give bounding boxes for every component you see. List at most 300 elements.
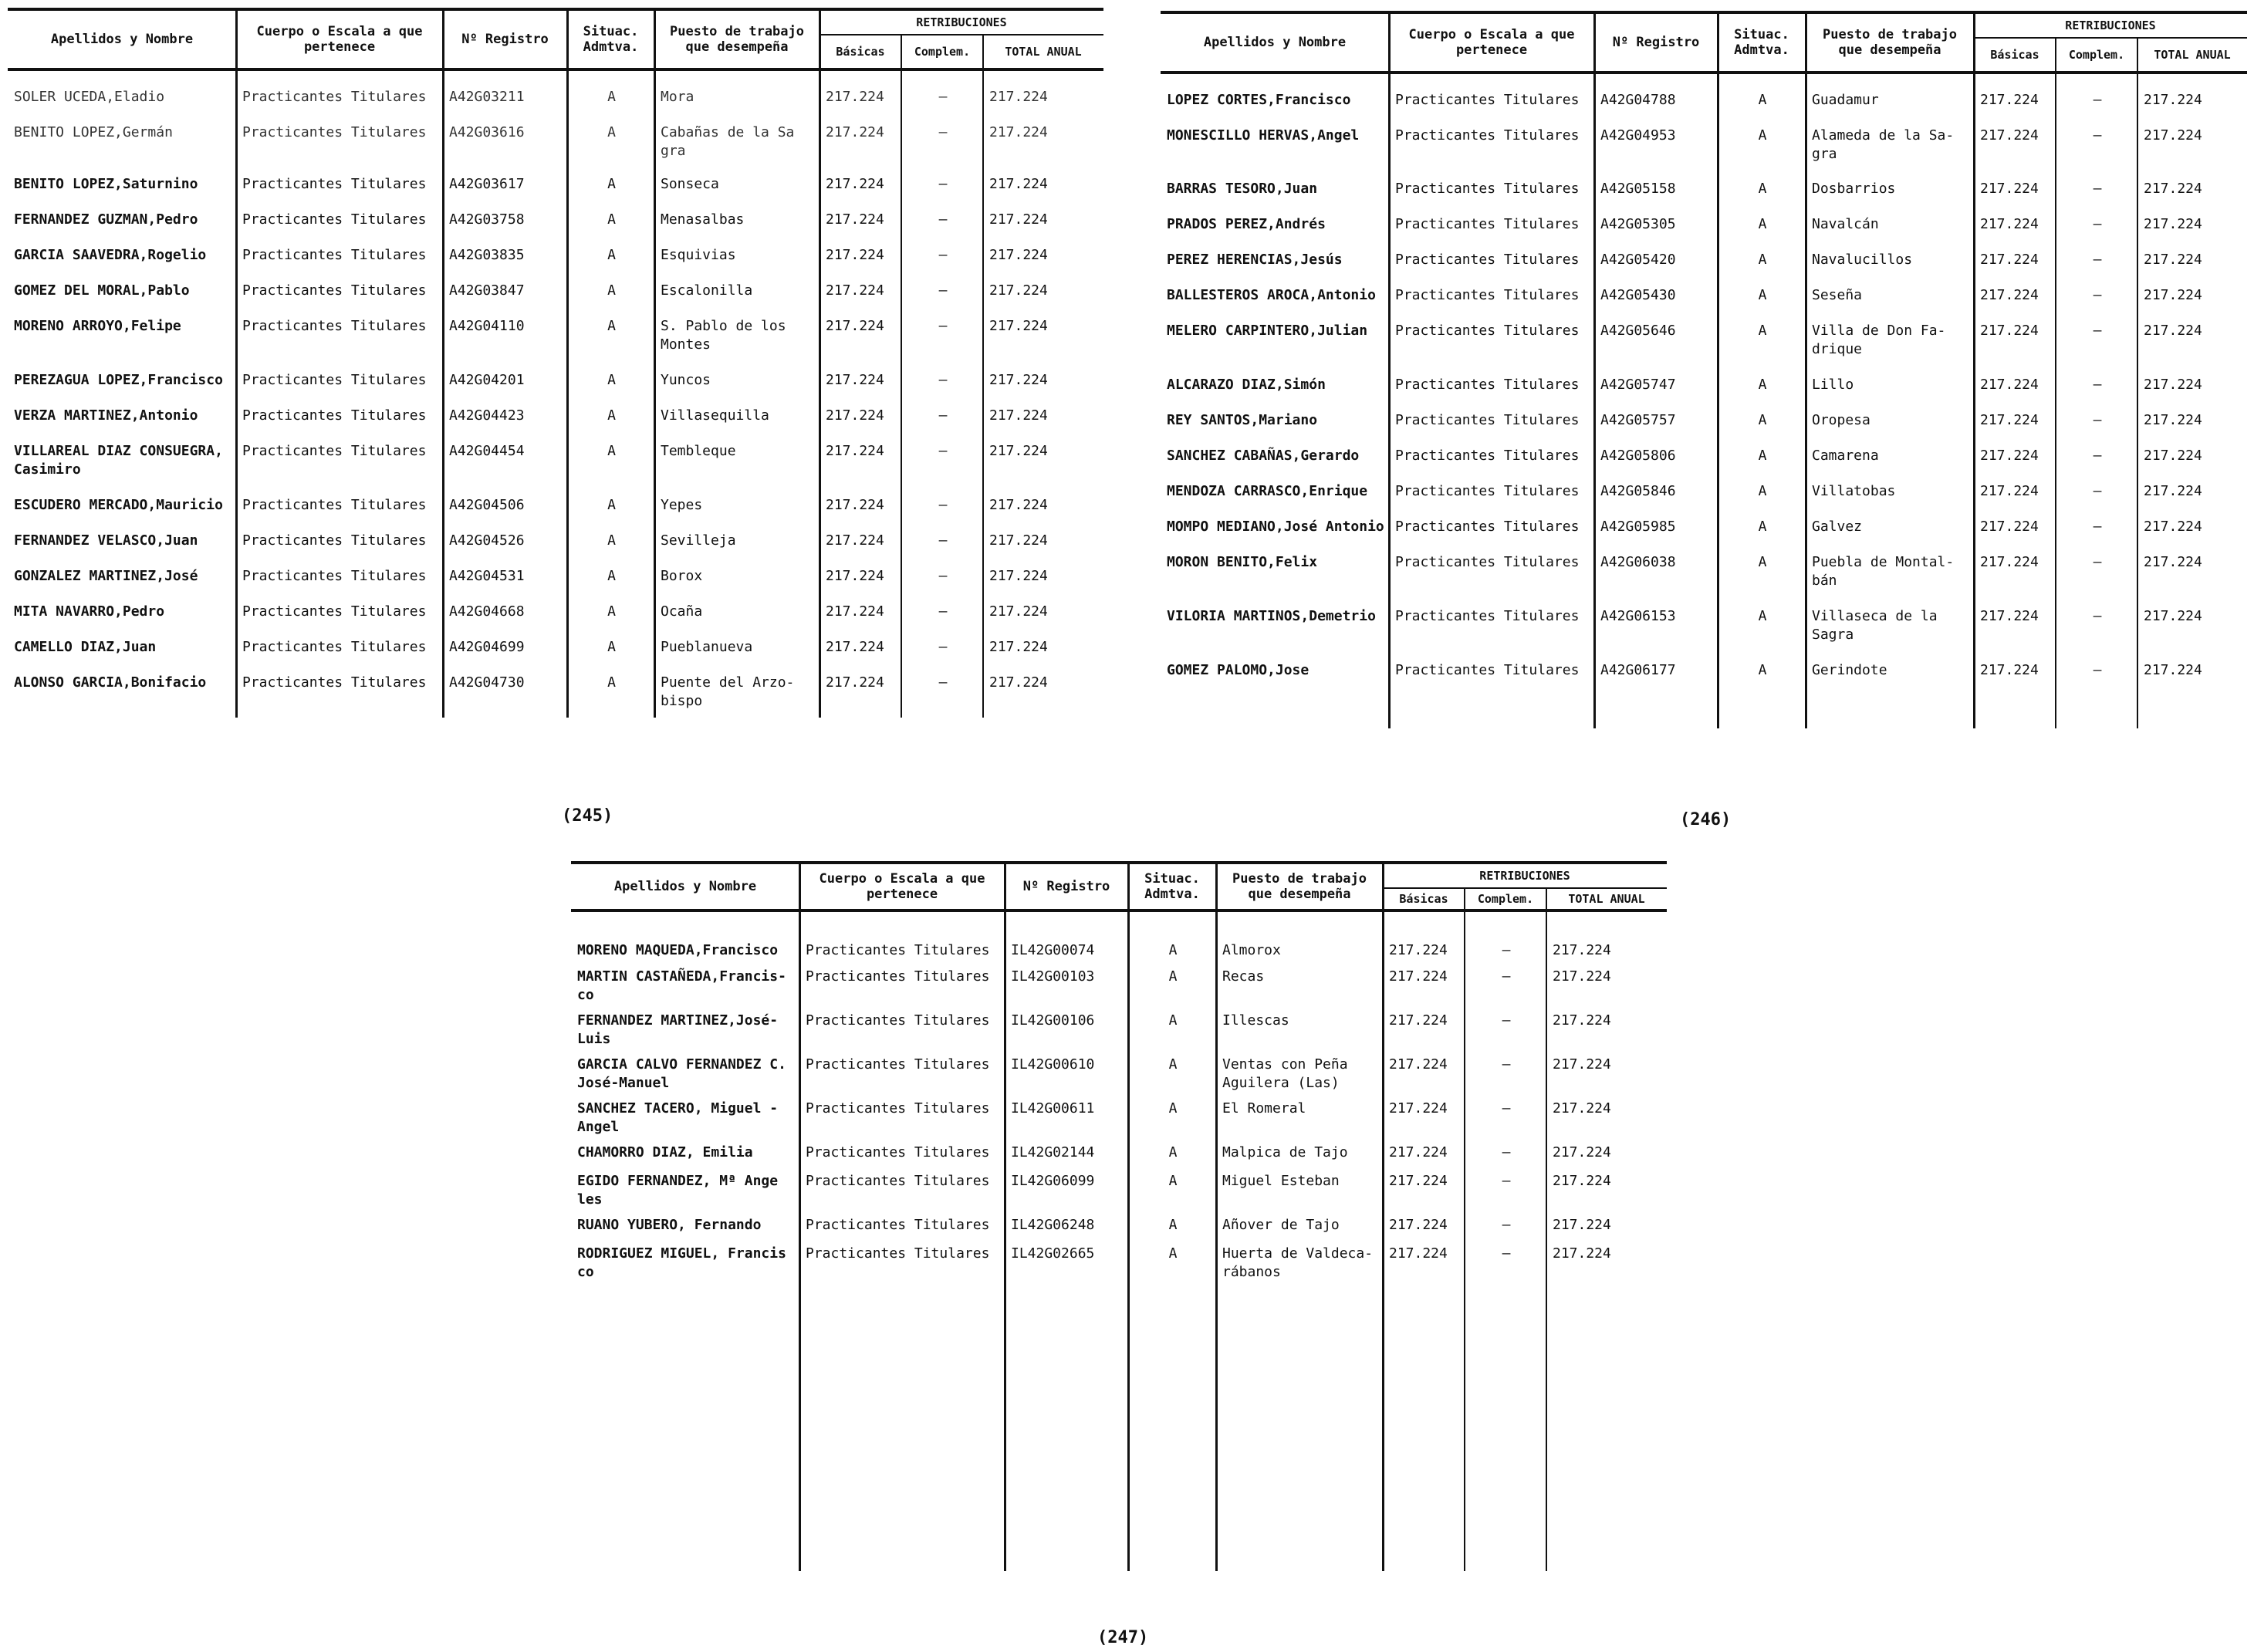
basicas-cell: 217.224 <box>1980 412 2039 428</box>
total-cell: 217.224 <box>989 603 1048 620</box>
name-cell: RODRIGUEZ MIGUEL, Francis co <box>577 1245 786 1280</box>
header-registro: Nº Registro <box>1612 35 1700 50</box>
header-retribuciones: RETRIBUCIONES <box>1479 869 1570 883</box>
table-row <box>8 638 1103 674</box>
basicas-cell: 217.224 <box>1389 1217 1448 1233</box>
situac-cell: A <box>1168 1100 1178 1117</box>
registro-cell: IL42G00103 <box>1011 968 1095 985</box>
registro-cell: A42G03758 <box>449 211 525 228</box>
basicas-cell: 217.224 <box>826 247 884 263</box>
basicas-cell: 217.224 <box>826 568 884 584</box>
situac-cell: A <box>1758 252 1767 268</box>
basicas-cell: 217.224 <box>826 443 884 459</box>
registro-cell: IL42G02144 <box>1011 1144 1095 1160</box>
complem-cell: – <box>1502 1056 1511 1073</box>
total-cell: 217.224 <box>989 247 1048 263</box>
complem-cell: – <box>2093 127 2102 144</box>
name-cell: ESCUDERO MERCADO,Mauricio <box>14 497 223 513</box>
cuerpo-cell: Practicantes Titulares <box>1395 127 1580 144</box>
total-cell: 217.224 <box>989 532 1048 549</box>
total-cell: 217.224 <box>2144 377 2202 393</box>
situac-cell: A <box>1758 377 1767 393</box>
total-cell: 217.224 <box>1553 1245 1611 1262</box>
basicas-cell: 217.224 <box>826 282 884 299</box>
complem-cell: – <box>938 568 948 584</box>
cuerpo-cell: Practicantes Titulares <box>242 89 427 105</box>
table-row <box>8 496 1103 532</box>
puesto-cell: Ocaña <box>661 603 703 620</box>
total-cell: 217.224 <box>989 89 1048 105</box>
puesto-cell: Ventas con Peña Aguilera (Las) <box>1222 1056 1348 1091</box>
cuerpo-cell: Practicantes Titulares <box>1395 519 1580 535</box>
complem-cell: – <box>1502 1144 1511 1160</box>
situac-cell: A <box>1758 662 1767 678</box>
complem-cell: – <box>1502 1217 1511 1233</box>
name-cell: SANCHEZ CABAÑAS,Gerardo <box>1167 448 1360 464</box>
situac-cell: A <box>607 443 616 459</box>
basicas-cell: 217.224 <box>1980 554 2039 570</box>
complem-cell: – <box>2093 483 2102 499</box>
name-cell: ALCARAZO DIAZ,Simón <box>1167 377 1326 393</box>
total-cell: 217.224 <box>989 318 1048 334</box>
cuerpo-cell: Practicantes Titulares <box>806 1245 990 1262</box>
basicas-cell: 217.224 <box>826 124 884 140</box>
table-row <box>1161 322 2247 376</box>
cuerpo-cell: Practicantes Titulares <box>242 639 427 655</box>
puesto-cell: Escalonilla <box>661 282 753 299</box>
total-cell: 217.224 <box>989 407 1048 424</box>
name-cell: MARTIN CASTAÑEDA,Francis- co <box>577 968 786 1003</box>
basicas-cell: 217.224 <box>826 89 884 105</box>
basicas-cell: 217.224 <box>1980 287 2039 303</box>
registro-cell: A42G03616 <box>449 124 525 140</box>
puesto-cell: Mora <box>661 89 694 105</box>
name-cell: VILORIA MARTINOS,Demetrio <box>1167 608 1376 624</box>
header-cuerpo: Cuerpo o Escala a que pertenece <box>1408 27 1575 58</box>
basicas-cell: 217.224 <box>826 603 884 620</box>
situac-cell: A <box>1758 323 1767 339</box>
table-row <box>8 211 1103 246</box>
situac-cell: A <box>1758 287 1767 303</box>
table-row <box>1161 215 2247 251</box>
header-situac: Situac. Admtva. <box>1734 27 1789 58</box>
situac-cell: A <box>1758 216 1767 232</box>
cuerpo-cell: Practicantes Titulares <box>1395 216 1580 232</box>
cuerpo-cell: Practicantes Titulares <box>242 247 427 263</box>
header-cuerpo: Cuerpo o Escala a que pertenece <box>819 871 985 902</box>
complem-cell: – <box>2093 216 2102 232</box>
puesto-cell: S. Pablo de los Montes <box>661 318 786 353</box>
table-row <box>1161 518 2247 553</box>
name-cell: MORENO ARROYO,Felipe <box>14 318 181 334</box>
puesto-cell: Almorox <box>1222 942 1281 958</box>
basicas-cell: 217.224 <box>1980 377 2039 393</box>
page-number-246: (246) <box>1680 810 1732 829</box>
name-cell: MOMPO MEDIANO,José Antonio <box>1167 519 1384 535</box>
name-cell: BENITO LOPEZ,Saturnino <box>14 176 198 192</box>
name-cell: GARCIA SAAVEDRA,Rogelio <box>14 247 207 263</box>
name-cell: CHAMORRO DIAZ, Emilia <box>577 1144 753 1160</box>
table-row <box>8 246 1103 282</box>
cuerpo-cell: Practicantes Titulares <box>806 1144 990 1160</box>
header-name: Apellidos y Nombre <box>613 879 757 894</box>
basicas-cell: 217.224 <box>1389 942 1448 958</box>
situac-cell: A <box>607 532 616 549</box>
registro-cell: A42G04110 <box>449 318 525 334</box>
registro-cell: IL42G00610 <box>1011 1056 1095 1073</box>
header-puesto: Puesto de trabajo que desempeña <box>1232 871 1367 902</box>
puesto-cell: Malpica de Tajo <box>1222 1144 1348 1160</box>
cuerpo-cell: Practicantes Titulares <box>242 407 427 424</box>
table-row <box>571 941 1667 968</box>
complem-cell: – <box>2093 323 2102 339</box>
basicas-cell: 217.224 <box>826 176 884 192</box>
complem-cell: – <box>938 443 948 459</box>
table-row <box>571 968 1667 1012</box>
name-cell: MITA NAVARRO,Pedro <box>14 603 165 620</box>
situac-cell: A <box>607 247 616 263</box>
situac-cell: A <box>1758 448 1767 464</box>
basicas-cell: 217.224 <box>1980 608 2039 624</box>
name-cell: CAMELLO DIAZ,Juan <box>14 639 157 655</box>
puesto-cell: Puebla de Montal- bán <box>1812 554 1955 589</box>
header-bottom-rule <box>8 68 1103 71</box>
registro-cell: IL42G06099 <box>1011 1173 1095 1189</box>
cuerpo-cell: Practicantes Titulares <box>242 318 427 334</box>
basicas-cell: 217.224 <box>826 372 884 388</box>
puesto-cell: Villasequilla <box>661 407 769 424</box>
registro-cell: A42G05430 <box>1600 287 1676 303</box>
name-cell: GARCIA CALVO FERNANDEZ C. José-Manuel <box>577 1056 786 1091</box>
cuerpo-cell: Practicantes Titulares <box>806 1012 990 1029</box>
table-row <box>1161 127 2247 180</box>
cuerpo-cell: Practicantes Titulares <box>242 282 427 299</box>
name-cell: REY SANTOS,Mariano <box>1167 412 1318 428</box>
complem-cell: – <box>1502 942 1511 958</box>
header-puesto: Puesto de trabajo que desempeña <box>1823 27 1957 58</box>
puesto-cell: Huerta de Valdeca- rábanos <box>1222 1245 1374 1280</box>
situac-cell: A <box>1758 181 1767 197</box>
total-cell: 217.224 <box>989 674 1048 691</box>
complem-cell: – <box>2093 92 2102 108</box>
total-cell: 217.224 <box>989 176 1048 192</box>
cuerpo-cell: Practicantes Titulares <box>806 1056 990 1073</box>
situac-cell: A <box>1758 608 1767 624</box>
complem-cell: – <box>2093 554 2102 570</box>
name-cell: BARRAS TESORO,Juan <box>1167 181 1318 197</box>
table-page-247 <box>571 861 1667 1571</box>
cuerpo-cell: Practicantes Titulares <box>806 1100 990 1117</box>
situac-cell: A <box>1168 968 1178 985</box>
registro-cell: A42G04730 <box>449 674 525 691</box>
cuerpo-cell: Practicantes Titulares <box>242 124 427 140</box>
total-cell: 217.224 <box>989 497 1048 513</box>
cuerpo-cell: Practicantes Titulares <box>806 942 990 958</box>
puesto-cell: Camarena <box>1812 448 1879 464</box>
puesto-cell: Yuncos <box>661 372 711 388</box>
registro-cell: A42G04201 <box>449 372 525 388</box>
situac-cell: A <box>607 407 616 424</box>
registro-cell: A42G04668 <box>449 603 525 620</box>
complem-cell: – <box>938 211 948 228</box>
basicas-cell: 217.224 <box>1980 448 2039 464</box>
complem-cell: – <box>1502 1245 1511 1262</box>
basicas-cell: 217.224 <box>1980 662 2039 678</box>
header-situac: Situac. Admtva. <box>1144 871 1200 902</box>
basicas-cell: 217.224 <box>1980 92 2039 108</box>
cuerpo-cell: Practicantes Titulares <box>242 497 427 513</box>
registro-cell: IL42G02665 <box>1011 1245 1095 1262</box>
name-cell: VILLAREAL DIAZ CONSUEGRA, Casimiro <box>14 443 223 478</box>
situac-cell: A <box>1168 1245 1178 1262</box>
total-cell: 217.224 <box>989 211 1048 228</box>
cuerpo-cell: Practicantes Titulares <box>242 372 427 388</box>
registro-cell: A42G06038 <box>1600 554 1676 570</box>
registro-cell: A42G03211 <box>449 89 525 105</box>
total-cell: 217.224 <box>2144 519 2202 535</box>
header-basicas: Básicas <box>1399 892 1448 906</box>
basicas-cell: 217.224 <box>1389 968 1448 985</box>
header-cuerpo: Cuerpo o Escala a que pertenece <box>256 24 423 55</box>
puesto-cell: Puente del Arzo- bispo <box>661 674 795 709</box>
cuerpo-cell: Practicantes Titulares <box>806 1173 990 1189</box>
complem-cell: – <box>938 407 948 424</box>
total-cell: 217.224 <box>2144 483 2202 499</box>
table-page-246 <box>1161 11 2247 728</box>
total-cell: 217.224 <box>2144 181 2202 197</box>
table-row <box>1161 91 2247 127</box>
puesto-cell: Yepes <box>661 497 703 513</box>
situac-cell: A <box>1758 483 1767 499</box>
situac-cell: A <box>1758 127 1767 144</box>
table-row <box>8 175 1103 211</box>
puesto-cell: Lillo <box>1812 377 1854 393</box>
total-cell: 217.224 <box>1553 942 1611 958</box>
name-cell: PEREZAGUA LOPEZ,Francisco <box>14 372 223 388</box>
complem-cell: – <box>2093 608 2102 624</box>
name-cell: RUANO YUBERO, Fernando <box>577 1217 762 1233</box>
situac-cell: A <box>1168 1012 1178 1029</box>
page-number-247: (247) <box>1097 1628 1149 1647</box>
puesto-cell: Galvez <box>1812 519 1863 535</box>
registro-cell: IL42G00074 <box>1011 942 1095 958</box>
table-row <box>571 1172 1667 1216</box>
name-cell: PEREZ HERENCIAS,Jesús <box>1167 252 1343 268</box>
basicas-cell: 217.224 <box>1389 1012 1448 1029</box>
puesto-cell: Pueblanueva <box>661 639 753 655</box>
complem-cell: – <box>938 372 948 388</box>
registro-cell: A42G03847 <box>449 282 525 299</box>
header-complem: Complem. <box>914 45 971 59</box>
header-total: TOTAL ANUAL <box>1005 45 1082 59</box>
table-row <box>8 567 1103 603</box>
complem-cell: – <box>938 674 948 691</box>
situac-cell: A <box>607 318 616 334</box>
complem-cell: – <box>938 282 948 299</box>
name-cell: MORON BENITO,Felix <box>1167 554 1318 570</box>
header-puesto: Puesto de trabajo que desempeña <box>670 24 804 55</box>
name-cell: SOLER UCEDA,Eladio <box>14 89 165 105</box>
registro-cell: A42G04506 <box>449 497 525 513</box>
cuerpo-cell: Practicantes Titulares <box>1395 554 1580 570</box>
registro-cell: A42G05806 <box>1600 448 1676 464</box>
complem-cell: – <box>938 497 948 513</box>
situac-cell: A <box>607 497 616 513</box>
puesto-cell: Alameda de la Sa- gra <box>1812 127 1955 162</box>
complem-cell: – <box>938 89 948 105</box>
header-basicas: Básicas <box>1990 48 2039 62</box>
total-cell: 217.224 <box>989 124 1048 140</box>
registro-cell: A42G05158 <box>1600 181 1676 197</box>
basicas-cell: 217.224 <box>826 497 884 513</box>
header-registro: Nº Registro <box>1022 879 1110 894</box>
puesto-cell: Villa de Don Fa- drique <box>1812 323 1946 357</box>
total-cell: 217.224 <box>2144 662 2202 678</box>
table-row <box>8 371 1103 407</box>
table-row <box>8 317 1103 371</box>
basicas-cell: 217.224 <box>826 211 884 228</box>
name-cell: FERNANDEZ GUZMAN,Pedro <box>14 211 198 228</box>
cuerpo-cell: Practicantes Titulares <box>1395 323 1580 339</box>
registro-cell: IL42G00106 <box>1011 1012 1095 1029</box>
table-row <box>8 442 1103 496</box>
situac-cell: A <box>607 176 616 192</box>
header-bottom-rule <box>1161 71 2247 74</box>
total-cell: 217.224 <box>989 282 1048 299</box>
table-page-245 <box>8 8 1103 718</box>
cuerpo-cell: Practicantes Titulares <box>242 211 427 228</box>
total-cell: 217.224 <box>2144 412 2202 428</box>
total-cell: 217.224 <box>2144 554 2202 570</box>
total-cell: 217.224 <box>1553 1012 1611 1029</box>
complem-cell: – <box>938 532 948 549</box>
name-cell: MONESCILLO HERVAS,Angel <box>1167 127 1360 144</box>
situac-cell: A <box>607 674 616 691</box>
situac-cell: A <box>607 124 616 140</box>
cuerpo-cell: Practicantes Titulares <box>1395 662 1580 678</box>
registro-cell: A42G06177 <box>1600 662 1676 678</box>
table-row <box>1161 661 2247 697</box>
total-cell: 217.224 <box>1553 1100 1611 1117</box>
puesto-cell: Villaseca de la Sagra <box>1812 608 1938 643</box>
header-total: TOTAL ANUAL <box>2154 48 2231 62</box>
name-cell: GONZALEZ MARTINEZ,José <box>14 568 198 584</box>
total-cell: 217.224 <box>2144 448 2202 464</box>
complem-cell: – <box>938 124 948 140</box>
puesto-cell: El Romeral <box>1222 1100 1306 1117</box>
complem-cell: – <box>2093 448 2102 464</box>
complem-cell: – <box>938 176 948 192</box>
cuerpo-cell: Practicantes Titulares <box>242 603 427 620</box>
table-row <box>1161 251 2247 286</box>
table-row <box>1161 286 2247 322</box>
registro-cell: A42G04423 <box>449 407 525 424</box>
table-row <box>571 1216 1667 1245</box>
complem-cell: – <box>2093 519 2102 535</box>
complem-cell: – <box>1502 1173 1511 1189</box>
cuerpo-cell: Practicantes Titulares <box>1395 377 1580 393</box>
puesto-cell: Añover de Tajo <box>1222 1217 1340 1233</box>
complem-cell: – <box>2093 252 2102 268</box>
basicas-cell: 217.224 <box>1980 127 2039 144</box>
situac-cell: A <box>1758 412 1767 428</box>
registro-cell: IL42G00611 <box>1011 1100 1095 1117</box>
puesto-cell: Tembleque <box>661 443 736 459</box>
header-total: TOTAL ANUAL <box>1568 892 1645 906</box>
basicas-cell: 217.224 <box>826 407 884 424</box>
situac-cell: A <box>607 89 616 105</box>
name-cell: GOMEZ DEL MORAL,Pablo <box>14 282 190 299</box>
name-cell: FERNANDEZ VELASCO,Juan <box>14 532 198 549</box>
header-complem: Complem. <box>2068 48 2125 62</box>
complem-cell: – <box>938 639 948 655</box>
puesto-cell: Cabañas de la Sa gra <box>661 124 795 159</box>
situac-cell: A <box>607 282 616 299</box>
cuerpo-cell: Practicantes Titulares <box>1395 412 1580 428</box>
puesto-cell: Recas <box>1222 968 1265 985</box>
total-cell: 217.224 <box>1553 1056 1611 1073</box>
table-row <box>8 603 1103 638</box>
header-retribuciones: RETRIBUCIONES <box>2065 19 2156 32</box>
puesto-cell: Gerindote <box>1812 662 1887 678</box>
table-row <box>8 407 1103 442</box>
name-cell: MORENO MAQUEDA,Francisco <box>577 942 779 958</box>
puesto-cell: Oropesa <box>1812 412 1870 428</box>
complem-cell: – <box>2093 412 2102 428</box>
cuerpo-cell: Practicantes Titulares <box>1395 92 1580 108</box>
complem-cell: – <box>1502 968 1511 985</box>
complem-cell: – <box>938 247 948 263</box>
name-cell: MENDOZA CARRASCO,Enrique <box>1167 483 1368 499</box>
basicas-cell: 217.224 <box>1980 323 2039 339</box>
total-cell: 217.224 <box>1553 1217 1611 1233</box>
puesto-cell: Villatobas <box>1812 483 1896 499</box>
name-cell: GOMEZ PALOMO,Jose <box>1167 662 1309 678</box>
puesto-cell: Esquivias <box>661 247 736 263</box>
complem-cell: – <box>938 603 948 620</box>
table-row <box>1161 553 2247 607</box>
total-cell: 217.224 <box>2144 608 2202 624</box>
header-bottom-rule <box>571 909 1667 912</box>
header-retribuciones: RETRIBUCIONES <box>916 15 1007 29</box>
basicas-cell: 217.224 <box>1980 181 2039 197</box>
situac-cell: A <box>1758 92 1767 108</box>
table-row <box>8 282 1103 317</box>
name-cell: ALONSO GARCIA,Bonifacio <box>14 674 207 691</box>
cuerpo-cell: Practicantes Titulares <box>242 532 427 549</box>
complem-cell: – <box>2093 287 2102 303</box>
basicas-cell: 217.224 <box>1980 483 2039 499</box>
total-cell: 217.224 <box>2144 92 2202 108</box>
basicas-cell: 217.224 <box>1389 1100 1448 1117</box>
complem-cell: – <box>1502 1100 1511 1117</box>
total-cell: 217.224 <box>989 443 1048 459</box>
registro-cell: A42G03835 <box>449 247 525 263</box>
cuerpo-cell: Practicantes Titulares <box>1395 181 1580 197</box>
situac-cell: A <box>1168 942 1178 958</box>
basicas-cell: 217.224 <box>1980 519 2039 535</box>
registro-cell: A42G05420 <box>1600 252 1676 268</box>
cuerpo-cell: Practicantes Titulares <box>1395 252 1580 268</box>
puesto-cell: Navalcán <box>1812 216 1879 232</box>
situac-cell: A <box>1168 1056 1178 1073</box>
puesto-cell: Miguel Esteban <box>1222 1173 1340 1189</box>
registro-cell: A42G05646 <box>1600 323 1676 339</box>
complem-cell: – <box>2093 181 2102 197</box>
name-cell: MELERO CARPINTERO,Julian <box>1167 323 1368 339</box>
registro-cell: A42G04788 <box>1600 92 1676 108</box>
total-cell: 217.224 <box>2144 127 2202 144</box>
